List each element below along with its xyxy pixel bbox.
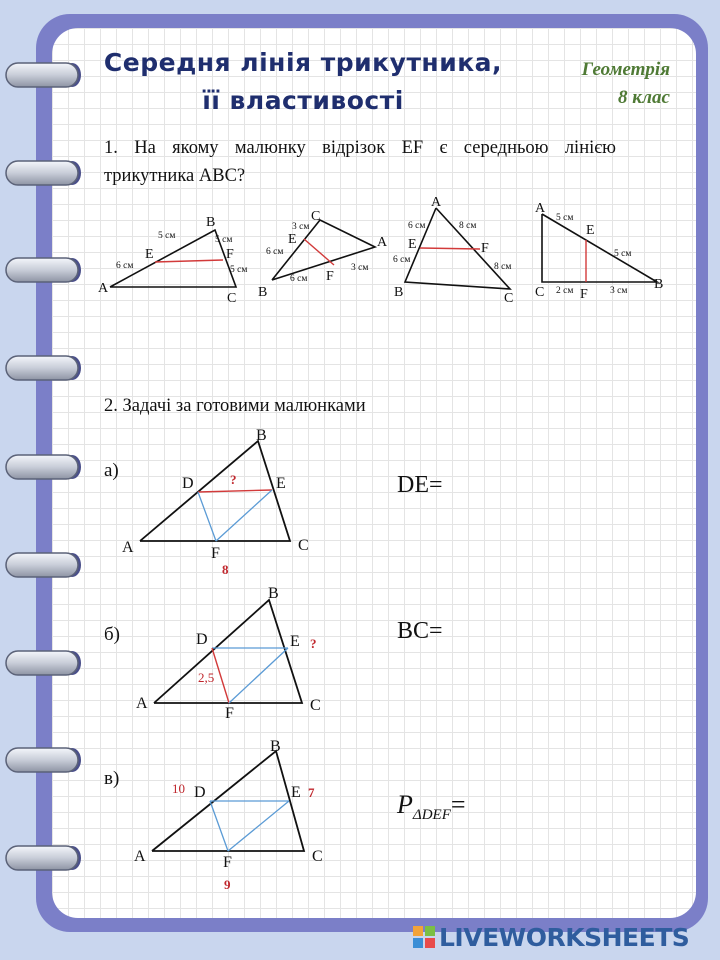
perimeter-subscript: ΔDEF (412, 807, 451, 824)
perimeter-equals: = (450, 790, 466, 819)
fig3-vertex-b: B (394, 285, 404, 300)
question-2-text: 2. Задачі за готовими малюнками (104, 396, 366, 416)
fig2-eb-length: 6 см (266, 247, 284, 257)
q1-figures (90, 192, 680, 312)
fig1-bf-length: 5 см (215, 235, 233, 245)
task-a-length-mark: 8 (222, 562, 229, 577)
binder-ring (6, 651, 81, 675)
fig2-bf-length: 6 см (290, 274, 308, 284)
task-b-label: б) (104, 624, 120, 645)
fig4-vertex-b: B (654, 277, 664, 292)
task-b-point-e: E (290, 633, 300, 650)
binder-ring (6, 258, 81, 282)
fig4-cf-length: 2 см (556, 286, 574, 296)
task-a-vertex-b: B (256, 427, 267, 444)
liveworksheets-logo-icon (413, 926, 435, 948)
task-b-vertex-b: B (268, 585, 279, 602)
task-c-mark-ab: 10 (172, 781, 185, 796)
binder-ring (6, 356, 81, 380)
fig4-point-e: E (586, 223, 595, 238)
binder-ring (6, 455, 81, 479)
q1-figure-1[interactable] (98, 215, 247, 306)
task-c-point-d: D (194, 784, 206, 801)
grade-label: 8 клас (618, 87, 670, 108)
task-b-vertex-c: C (310, 697, 321, 714)
fig4-vertex-a: A (535, 201, 546, 216)
task-c-figure (128, 733, 338, 898)
task-a-vertex-c: C (298, 537, 309, 554)
task-a-point-f: F (211, 545, 220, 562)
task-a-answer[interactable]: DE= (397, 472, 443, 498)
binder-ring (6, 63, 81, 87)
question-1-text: 1. На якому малюнку відрізок EF є середньою лінією трикутника ABC? (104, 138, 616, 186)
task-b-point-f: F (225, 705, 234, 722)
fig1-vertex-c: C (227, 291, 237, 306)
fig3-fc-length: 8 см (494, 262, 512, 272)
task-c-point-e: E (291, 784, 301, 801)
task-b-figure (128, 580, 338, 730)
fig3-ae-length: 6 см (408, 221, 426, 231)
fig3-af-length: 8 см (459, 221, 477, 231)
task-b-vertex-a: A (136, 695, 148, 712)
fig4-vertex-c: C (535, 285, 545, 300)
fig2-vertex-b: B (258, 285, 268, 300)
task-b-length-mark: 2,5 (198, 670, 215, 685)
fig4-fb-length: 3 см (610, 286, 628, 296)
fig1-fc-length: 5 см (230, 265, 248, 275)
fig3-point-f: F (481, 241, 489, 256)
subject-block (582, 56, 670, 112)
task-c-mark-bc: 7 (308, 785, 315, 800)
fig2-ce-length: 3 см (292, 222, 310, 232)
title-line-1: Середня лінія трикутника, (103, 48, 503, 77)
fig2-vertex-a: A (377, 235, 388, 250)
liveworksheets-logo[interactable] (413, 922, 689, 952)
fig2-point-f: F (326, 269, 334, 284)
task-a-figure (118, 422, 328, 582)
fig4-eb-length: 5 см (614, 249, 632, 259)
task-c-mark-ac: 9 (224, 877, 231, 892)
task-c-vertex-b: B (270, 738, 281, 755)
task-a-point-e: E (276, 475, 286, 492)
task-a-unknown-mark: ? (230, 472, 237, 487)
fig1-ae-length: 6 см (116, 261, 134, 271)
task-a-vertex-a: A (122, 539, 134, 556)
fig2-vertex-c: C (311, 209, 321, 224)
title-line-2: її властивості (202, 86, 404, 115)
task-c-answer[interactable] (397, 790, 466, 824)
liveworksheets-wordmark: LIVEWORKSHEETS (439, 922, 690, 952)
task-b-answer[interactable]: BC= (397, 618, 443, 644)
fig3-point-e: E (408, 237, 417, 252)
binder-ring (6, 553, 81, 577)
fig3-eb-length: 6 см (393, 255, 411, 265)
fig3-vertex-c: C (504, 291, 514, 306)
task-b-unknown-mark: ? (310, 636, 317, 651)
perimeter-symbol: P (397, 790, 413, 819)
subject-name: Геометрія (581, 59, 670, 80)
task-a-label: а) (104, 460, 119, 481)
fig4-ae-length: 5 см (556, 213, 574, 223)
task-b-point-d: D (196, 631, 208, 648)
fig2-fa-length: 3 см (351, 263, 369, 273)
q1-figure-2[interactable] (258, 209, 388, 300)
task-a-point-d: D (182, 475, 194, 492)
q1-figure-4[interactable] (535, 201, 663, 302)
fig4-point-f: F (580, 287, 588, 302)
task-c-vertex-a: A (134, 848, 146, 865)
binder-ring (6, 846, 81, 870)
fig2-point-e: E (288, 232, 297, 247)
fig1-point-e: E (145, 247, 154, 262)
q1-figure-3[interactable] (393, 195, 513, 306)
fig1-eb-length: 5 см (158, 231, 176, 241)
page-title (78, 44, 528, 120)
binder-ring (6, 748, 81, 772)
fig1-vertex-b: B (206, 215, 216, 230)
fig1-vertex-a: A (98, 281, 109, 296)
fig1-point-f: F (226, 247, 234, 262)
task-c-point-f: F (223, 854, 232, 871)
binder-ring (6, 161, 81, 185)
task-c-vertex-c: C (312, 848, 323, 865)
fig3-vertex-a: A (431, 195, 442, 210)
task-c-label: в) (104, 768, 120, 789)
